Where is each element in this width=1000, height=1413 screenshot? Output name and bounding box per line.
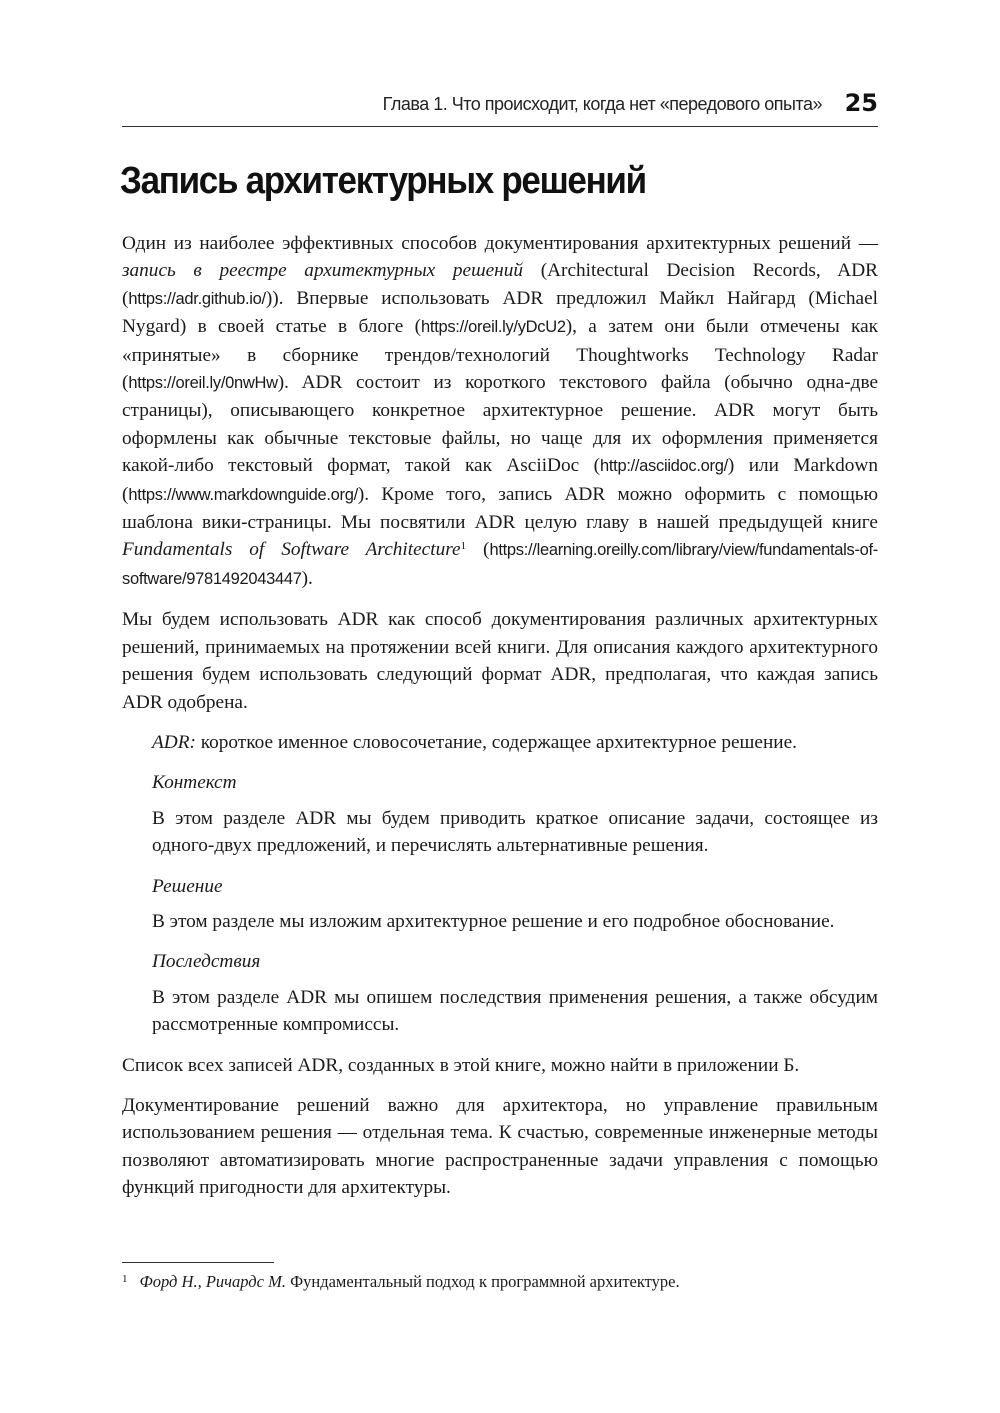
footnote-divider [122, 1262, 274, 1263]
footnote-authors: Форд Н., Ричардс М. [139, 1272, 286, 1291]
link-markdownguide[interactable]: https://www.markdownguide.org/ [128, 485, 358, 504]
footnote-text: Фундаментальный подход к программной архитектуре. [285, 1272, 680, 1291]
paragraph-format-intro: Мы будем использовать ADR как способ документирования различных архитектурных решений, принимаемых на протяжении всей книги. Для описания каждого архитектурного решения будем использовать следующий формат ADR, предполагая, что каждая запись ADR одобрена. [122, 609, 878, 713]
footnote [122, 1268, 878, 1293]
adr-label: ADR: [152, 731, 196, 753]
link-tech-radar[interactable]: https://oreil.ly/0nwHw [128, 374, 278, 393]
running-header [122, 86, 878, 127]
text: (Architectural Decision Records, ADR ( [122, 260, 878, 309]
context-label: Контекст [152, 772, 237, 794]
consequences-text: В этом разделе ADR мы опишем последствия применения решения, а также обсудим рассмотренные компромиссы. [152, 986, 878, 1036]
link-nygard-blog[interactable]: https://oreil.ly/yDcU2 [421, 318, 566, 337]
adr-description: короткое именное словосочетание, содержащее архитектурное решение. [195, 731, 797, 753]
text: ( [466, 539, 490, 561]
text: ) или Markdown ( [122, 455, 878, 505]
emphasis-term: запись в реестре архитектурных решений [122, 260, 524, 282]
consequences-label: Последствия [152, 951, 261, 973]
body-text [122, 230, 878, 1215]
link-adr-github[interactable]: https://adr.github.io/ [128, 289, 266, 308]
footnote-mark: 1 [122, 1273, 128, 1285]
running-title: Глава 1. Что происходит, когда нет «передового опыта» [382, 94, 822, 114]
adr-title-line [152, 729, 878, 756]
page-number: 25 [844, 89, 878, 117]
text: )). Впервые использовать ADR предложил Майкл Найгард (Michael Nygard) в своей статье в блоге ( [122, 287, 878, 338]
paragraph-governance: Документирование решений важно для архитектора, но управление правильным использованием решения — отдельная тема. К счастью, современные инженерные методы позволяют автоматизировать многие распространенные задачи управления с помощью функций пригодности для архитектуры. [122, 1094, 878, 1199]
text: ), а затем они были отмечены как «принятые» в сборнике трендов/технологий Thoughtworks Technology Radar ( [122, 316, 878, 394]
text: ). [301, 567, 313, 589]
text: ). Кроме того, запись ADR можно оформить с помощью шаблона вики-страницы. Мы посвятили ADR целую главу в нашей предыдущей книге [122, 483, 878, 534]
paragraph-intro [122, 230, 878, 593]
text: Один из наиболее эффективных способов документирования архитектурных решений — [122, 233, 878, 254]
section-heading: Запись архитектурных решений [120, 160, 646, 202]
text: ). ADR состоит из короткого текстового файла (обычно одна-две страницы), описывающего конкретное архитектурное решение. ADR могут быть оформлены как обычные текстовые файлы, но чаще для их оформления применяется какой-либо текстовый формат, такой как AsciiDoc ( [122, 372, 878, 477]
footnote-reference[interactable]: 1 [460, 540, 467, 553]
context-text: В этом разделе ADR мы будем приводить краткое описание задачи, состоящее из одного-двух предложений, и перечислять альтернативные решения. [152, 807, 878, 857]
book-title: Fundamentals of Software Architecture [122, 539, 461, 561]
decision-text: В этом разделе мы изложим архитектурное решение и его подробное обоснование. [152, 910, 835, 932]
link-oreilly-book[interactable]: https://learning.oreilly.com/library/view/fundamentals-of-software/9781492043447 [122, 541, 878, 588]
link-asciidoc[interactable]: http://asciidoc.org/ [600, 457, 728, 476]
decision-label: Решение [152, 875, 223, 897]
paragraph-adr-list: Список всех записей ADR, созданных в этой книге, можно найти в приложении Б. [122, 1054, 800, 1076]
